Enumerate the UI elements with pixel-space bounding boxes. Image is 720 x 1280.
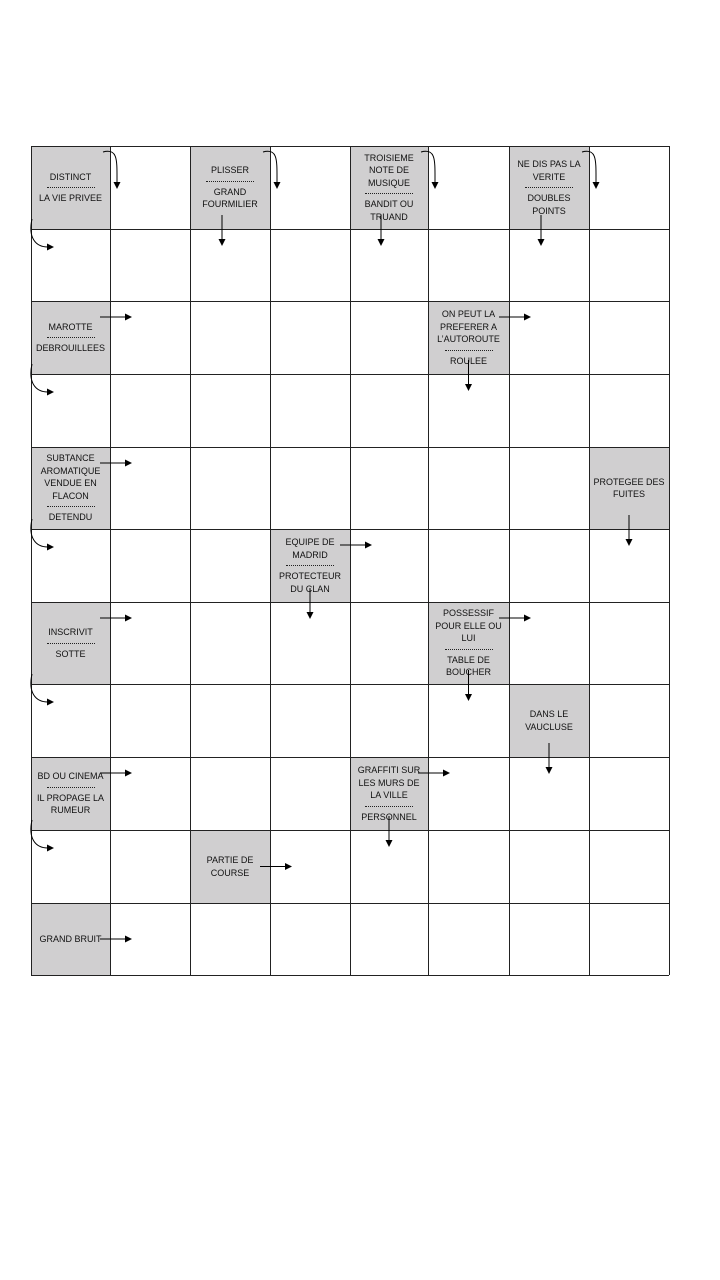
answer-cell[interactable]: [589, 757, 669, 830]
clue-text: POSSESSIF POUR ELLE OU LUI: [435, 608, 502, 644]
clue-text: PERSONNEL: [361, 811, 417, 822]
clue-cell: [428, 301, 509, 374]
answer-cell[interactable]: [270, 684, 350, 757]
clue-cell: [509, 684, 589, 757]
clue-separator: [286, 565, 334, 566]
clue-separator: [47, 337, 95, 338]
answer-cell[interactable]: [270, 374, 350, 447]
answer-cell[interactable]: [270, 146, 350, 229]
clue-separator: [47, 506, 95, 507]
clue-cell: [31, 903, 110, 975]
answer-cell[interactable]: [110, 447, 190, 529]
answer-cell[interactable]: [110, 301, 190, 374]
clue-cell: [350, 757, 428, 830]
answer-cell[interactable]: [589, 684, 669, 757]
answer-cell[interactable]: [110, 229, 190, 301]
answer-cell[interactable]: [31, 684, 110, 757]
answer-cell[interactable]: [190, 374, 270, 447]
answer-cell[interactable]: [270, 301, 350, 374]
answer-cell[interactable]: [110, 684, 190, 757]
answer-cell[interactable]: [270, 903, 350, 975]
answer-cell[interactable]: [589, 903, 669, 975]
answer-cell[interactable]: [110, 602, 190, 684]
answer-cell[interactable]: [509, 757, 589, 830]
answer-cell[interactable]: [428, 529, 509, 602]
answer-cell[interactable]: [190, 529, 270, 602]
answer-cell[interactable]: [110, 529, 190, 602]
clue-text: MAROTTE: [48, 321, 93, 332]
clue-text: GRAND BRUIT: [39, 933, 102, 944]
answer-cell[interactable]: [110, 830, 190, 903]
clue-text: EQUIPE DE MADRID: [285, 537, 335, 560]
clue-cell: [31, 301, 110, 374]
clue-cell: [589, 447, 669, 529]
answer-cell[interactable]: [428, 447, 509, 529]
answer-cell[interactable]: [428, 903, 509, 975]
answer-cell[interactable]: [350, 301, 428, 374]
clue-text: PROTEGEE DES FUITES: [593, 476, 665, 499]
answer-cell[interactable]: [31, 830, 110, 903]
clue-separator: [47, 787, 95, 788]
answer-cell[interactable]: [190, 757, 270, 830]
answer-cell[interactable]: [509, 447, 589, 529]
clue-separator: [445, 350, 493, 351]
clue-cell: [190, 146, 270, 229]
answer-cell[interactable]: [428, 757, 509, 830]
clue-text: ROULEE: [449, 355, 487, 366]
clue-separator: [525, 187, 573, 188]
answer-cell[interactable]: [270, 229, 350, 301]
clue-cell: [428, 602, 509, 684]
clue-cell: [509, 146, 589, 229]
clue-text: DISTINCT: [49, 171, 92, 182]
answer-cell[interactable]: [428, 229, 509, 301]
clue-cell: [31, 602, 110, 684]
clue-separator: [47, 187, 95, 188]
answer-cell[interactable]: [190, 447, 270, 529]
clue-text: DEBROUILLEES: [35, 343, 106, 353]
clue-text: IL PROPAGE LA RUMEUR: [36, 792, 105, 816]
clue-text: PLISSER: [210, 165, 250, 176]
answer-cell[interactable]: [428, 146, 509, 229]
answer-cell[interactable]: [270, 602, 350, 684]
answer-cell[interactable]: [589, 146, 669, 229]
answer-cell[interactable]: [270, 757, 350, 830]
clue-text: DETENDU: [48, 512, 93, 523]
answer-cell[interactable]: [190, 903, 270, 975]
clue-text: SUBTANCE AROMATIQUE VENDUE EN FLACON: [40, 453, 101, 501]
clue-separator: [365, 806, 413, 807]
answer-cell[interactable]: [589, 229, 669, 301]
answer-cell[interactable]: [350, 602, 428, 684]
answer-cell[interactable]: [110, 146, 190, 229]
answer-cell[interactable]: [589, 830, 669, 903]
clue-text: PROTECTEUR DU CLAN: [278, 571, 341, 594]
clue-text: NE DIS PAS LA VERITE: [517, 159, 581, 182]
answer-cell[interactable]: [190, 684, 270, 757]
answer-cell[interactable]: [110, 374, 190, 447]
clue-separator: [47, 643, 95, 644]
clue-text: DOUBLES POINTS: [527, 193, 571, 216]
clue-text: TABLE DE BOUCHER: [445, 654, 491, 678]
answer-cell[interactable]: [270, 447, 350, 529]
clue-cell: [31, 447, 110, 529]
clue-text: INSCRIVIT: [48, 627, 93, 637]
answer-cell[interactable]: [509, 229, 589, 301]
answer-cell[interactable]: [509, 529, 589, 602]
answer-cell[interactable]: [589, 374, 669, 447]
clue-separator: [206, 181, 254, 182]
clue-text: LA VIE PRIVEE: [38, 193, 103, 203]
clue-text: GRAND FOURMILIER: [202, 186, 258, 210]
clue-cell: [31, 757, 110, 830]
answer-cell[interactable]: [350, 684, 428, 757]
answer-cell[interactable]: [428, 684, 509, 757]
clue-cell: [31, 146, 110, 229]
clue-text: TROISIEME NOTE DE MUSIQUE: [364, 152, 414, 188]
answer-cell[interactable]: [350, 903, 428, 975]
clue-text: ON PEUT LA PREFERER A L’AUTOROUTE: [437, 309, 500, 344]
answer-cell[interactable]: [190, 301, 270, 374]
answer-cell[interactable]: [350, 229, 428, 301]
answer-cell[interactable]: [270, 830, 350, 903]
clue-cell: [190, 830, 270, 903]
clue-text: GRAFFITI SUR LES MURS DE LA VILLE: [357, 765, 421, 800]
answer-cell[interactable]: [509, 602, 589, 684]
answer-cell[interactable]: [110, 903, 190, 975]
answer-cell[interactable]: [589, 529, 669, 602]
clue-cell: [350, 146, 428, 229]
answer-cell[interactable]: [509, 374, 589, 447]
answer-cell[interactable]: [350, 447, 428, 529]
clue-text: BD OU CINEMA: [37, 771, 104, 782]
answer-cell[interactable]: [350, 374, 428, 447]
answer-cell[interactable]: [31, 229, 110, 301]
clue-text: SOTTE: [55, 648, 86, 659]
answer-cell[interactable]: [428, 374, 509, 447]
answer-cell[interactable]: [509, 830, 589, 903]
answer-cell[interactable]: [509, 301, 589, 374]
clue-text: PARTIE DE COURSE: [206, 855, 254, 878]
answer-cell[interactable]: [31, 374, 110, 447]
answer-cell[interactable]: [428, 830, 509, 903]
answer-cell[interactable]: [350, 830, 428, 903]
answer-cell[interactable]: [190, 602, 270, 684]
clue-separator: [445, 649, 493, 650]
answer-cell[interactable]: [190, 229, 270, 301]
answer-cell[interactable]: [110, 757, 190, 830]
answer-cell[interactable]: [509, 903, 589, 975]
clue-text: DANS LE VAUCLUSE: [525, 709, 573, 732]
clue-cell: [270, 529, 350, 602]
clue-text: BANDIT OU TRUAND: [364, 199, 414, 222]
clue-separator: [365, 193, 413, 194]
answer-cell[interactable]: [589, 602, 669, 684]
answer-cell[interactable]: [589, 301, 669, 374]
answer-cell[interactable]: [350, 529, 428, 602]
answer-cell[interactable]: [31, 529, 110, 602]
